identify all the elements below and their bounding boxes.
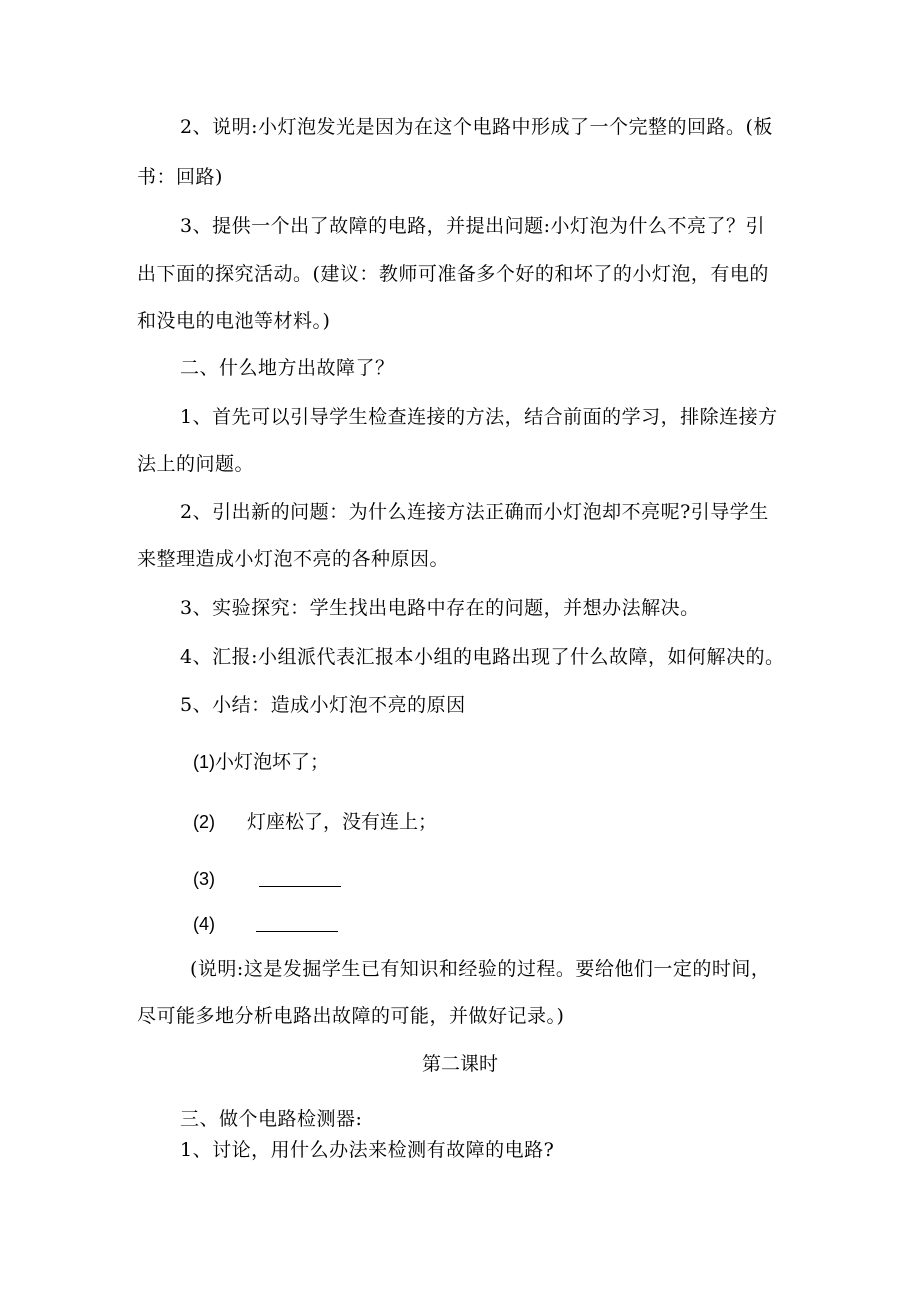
reason-number: (3) [193, 869, 215, 889]
paragraph-line: 来整理造成小灯泡不亮的各种原因。 [137, 548, 450, 570]
reason-text: 灯座松了，没有连上； [247, 811, 438, 833]
paragraph-line: 2、说明:小灯泡发光是因为在这个电路中形成了一个完整的回路。(板 [180, 116, 773, 138]
reason-text: 小灯泡坏了； [215, 751, 330, 773]
paragraph-line: 书：回路) [137, 166, 223, 188]
reason-number: (2) [193, 812, 215, 832]
fill-in-blank [256, 931, 338, 932]
paragraph-line: 5、小结：造成小灯泡不亮的原因 [180, 694, 466, 716]
paragraph-line: 1、讨论，用什么办法来检测有故障的电路? [180, 1139, 555, 1161]
fill-in-blank [259, 886, 341, 887]
reason-item [193, 750, 329, 774]
note-line: 尽可能多地分析电路出故障的可能，并做好记录。) [137, 1005, 565, 1027]
paragraph-line: 2、引出新的问题：为什么连接方法正确而小灯泡却不亮呢?引导学生 [180, 501, 769, 523]
paragraph-line: 出下面的探究活动。(建议：教师可准备多个好的和坏了的小灯泡，有电的 [137, 263, 769, 285]
section-heading: 三、做个电路检测器: [180, 1108, 363, 1130]
reason-number: (1) [193, 752, 215, 772]
paragraph-line: 3、实验探究：学生找出电路中存在的问题，并想办法解决。 [180, 597, 700, 619]
reason-item [193, 912, 215, 936]
paragraph-line: 和没电的电池等材料。) [137, 310, 331, 332]
paragraph-line: 1、首先可以引导学生检查连接的方法，结合前面的学习，排除连接方 [180, 406, 778, 428]
reason-item [193, 810, 437, 834]
paragraph-line: 法上的问题。 [137, 453, 255, 475]
reason-number: (4) [193, 914, 215, 934]
section-title: 第二课时 [421, 1053, 498, 1075]
paragraph-line: 4、汇报:小组派代表汇报本小组的电路出现了什么故障，如何解决的。 [180, 646, 785, 668]
section-heading: 二、什么地方出故障了？ [180, 357, 395, 379]
reason-item [193, 867, 215, 891]
note-line: (说明:这是发掘学生已有知识和经验的过程。要给他们一定的时间， [190, 958, 771, 980]
paragraph-line: 3、提供一个出了故障的电路，并提出问题:小灯泡为什么不亮了？引 [180, 215, 765, 237]
